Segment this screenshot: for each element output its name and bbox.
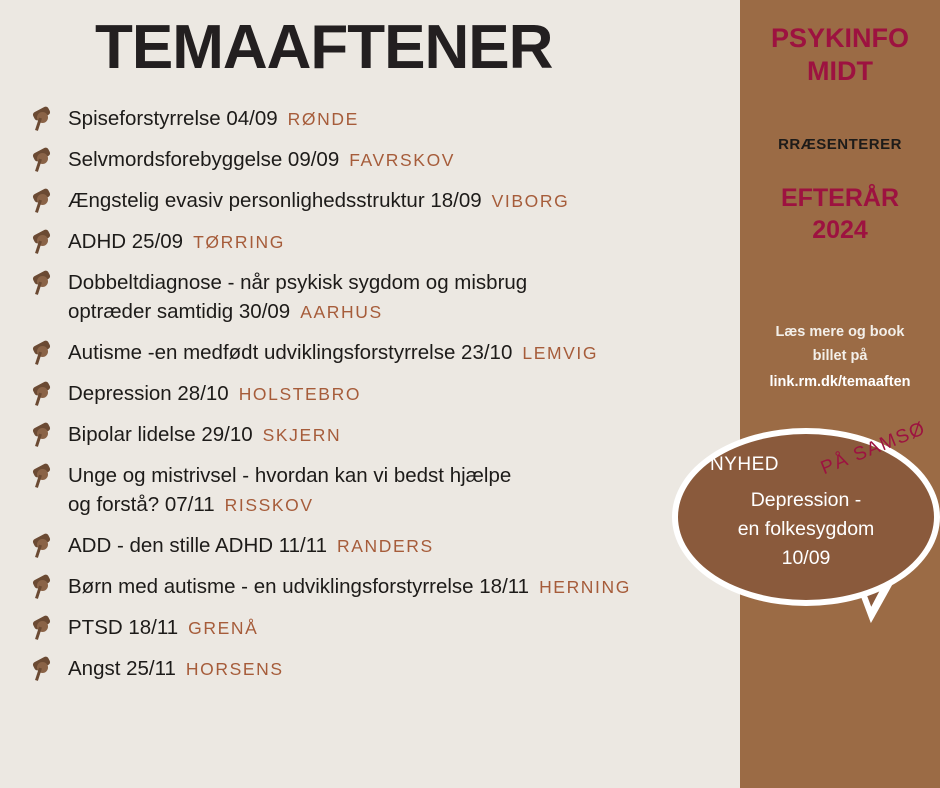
booking-link[interactable]: link.rm.dk/temaaften [769, 374, 911, 390]
brand-line-1: PSYKINFO [770, 23, 910, 53]
bubble-line-3: 10/09 [781, 547, 831, 569]
brand-name [740, 22, 940, 88]
list-item [28, 379, 740, 409]
list-item [28, 227, 740, 257]
pushpin-icon [30, 533, 56, 559]
pushpin-icon [30, 615, 56, 641]
pushpin-icon [30, 106, 56, 132]
news-bubble [672, 417, 940, 633]
season-label [740, 182, 940, 246]
event-title: Depression 28/10 [68, 382, 229, 405]
page-title: TEMAAFTENER [95, 13, 553, 82]
bubble-line-2: en folkesygdom [737, 518, 875, 540]
event-title: Spiseforstyrrelse 04/09 [68, 107, 278, 130]
season-line-1: EFTERÅR [780, 184, 900, 212]
bubble-line-1: Depression - [750, 489, 862, 511]
event-title-continued: optræder samtidig 30/09 [68, 300, 291, 323]
booking-line-1: Læs mere og book [775, 324, 905, 340]
list-item [28, 461, 740, 520]
event-location: AARHUS [300, 302, 383, 322]
event-title: ADHD 25/09 [68, 230, 184, 253]
list-item [28, 186, 740, 216]
pushpin-icon [30, 574, 56, 600]
pushpin-icon [30, 147, 56, 173]
presents-label: RRÆSENTERER [778, 136, 902, 153]
event-title-line2 [68, 297, 740, 327]
event-location: VIBORG [491, 191, 570, 211]
pushpin-icon [30, 422, 56, 448]
pushpin-icon [30, 188, 56, 214]
brand-line-2: MIDT [807, 56, 873, 86]
event-location: TØRRING [193, 232, 285, 252]
list-item [28, 338, 740, 368]
event-location: SKJERN [262, 425, 342, 445]
season-line-2: 2024 [812, 216, 868, 244]
pushpin-icon [30, 463, 56, 489]
list-item [28, 572, 740, 602]
event-location: HOLSTEBRO [238, 384, 362, 404]
event-title: PTSD 18/11 [68, 616, 179, 639]
booking-line-2: billet på [812, 348, 868, 364]
list-item [28, 420, 740, 450]
event-location: RISSKOV [224, 495, 314, 515]
list-item [28, 104, 740, 134]
event-location: RANDERS [337, 536, 434, 556]
event-location: FAVRSKOV [349, 150, 456, 170]
event-location: HORSENS [185, 659, 284, 679]
event-title: Ængstelig evasiv personlighedsstruktur 18/09 [68, 189, 482, 212]
event-title: ADD - den stille ADHD 11/11 [68, 534, 328, 557]
pushpin-icon [30, 270, 56, 296]
event-location: HERNING [539, 577, 631, 597]
list-item [28, 531, 740, 561]
pushpin-icon [30, 656, 56, 682]
event-title: Børn med autisme - en udviklingsforstyrrelse 18/11 [68, 575, 530, 598]
bubble-content [672, 486, 940, 573]
event-location: LEMVIG [522, 343, 599, 363]
pushpin-icon [30, 340, 56, 366]
event-title: Unge og mistrivsel - hvordan kan vi bedst hjælpe [68, 464, 512, 487]
event-location: RØNDE [287, 109, 359, 129]
event-title: Selvmordsforebyggelse 09/09 [68, 148, 340, 171]
list-item [28, 654, 740, 684]
list-item [28, 268, 740, 327]
list-item [28, 145, 740, 175]
event-title-line2 [68, 490, 740, 520]
event-title: Angst 25/11 [68, 657, 176, 680]
event-title: Bipolar lidelse 29/10 [68, 423, 253, 446]
status-badge: NYHED [710, 454, 780, 475]
list-item [28, 613, 740, 643]
poster-sidebar [740, 0, 940, 788]
booking-info [740, 320, 940, 394]
pushpin-icon [30, 229, 56, 255]
bubble-location: PÅ SAMSØ [817, 417, 929, 480]
event-title: Autisme -en medfødt udviklingsforstyrrelse 23/10 [68, 341, 513, 364]
event-location: GRENÅ [188, 618, 259, 638]
event-list [28, 104, 740, 695]
event-title-continued: og forstå? 07/11 [68, 493, 215, 516]
event-title: Dobbeltdiagnose - når psykisk sygdom og misbrug [68, 271, 528, 294]
pushpin-icon [30, 381, 56, 407]
